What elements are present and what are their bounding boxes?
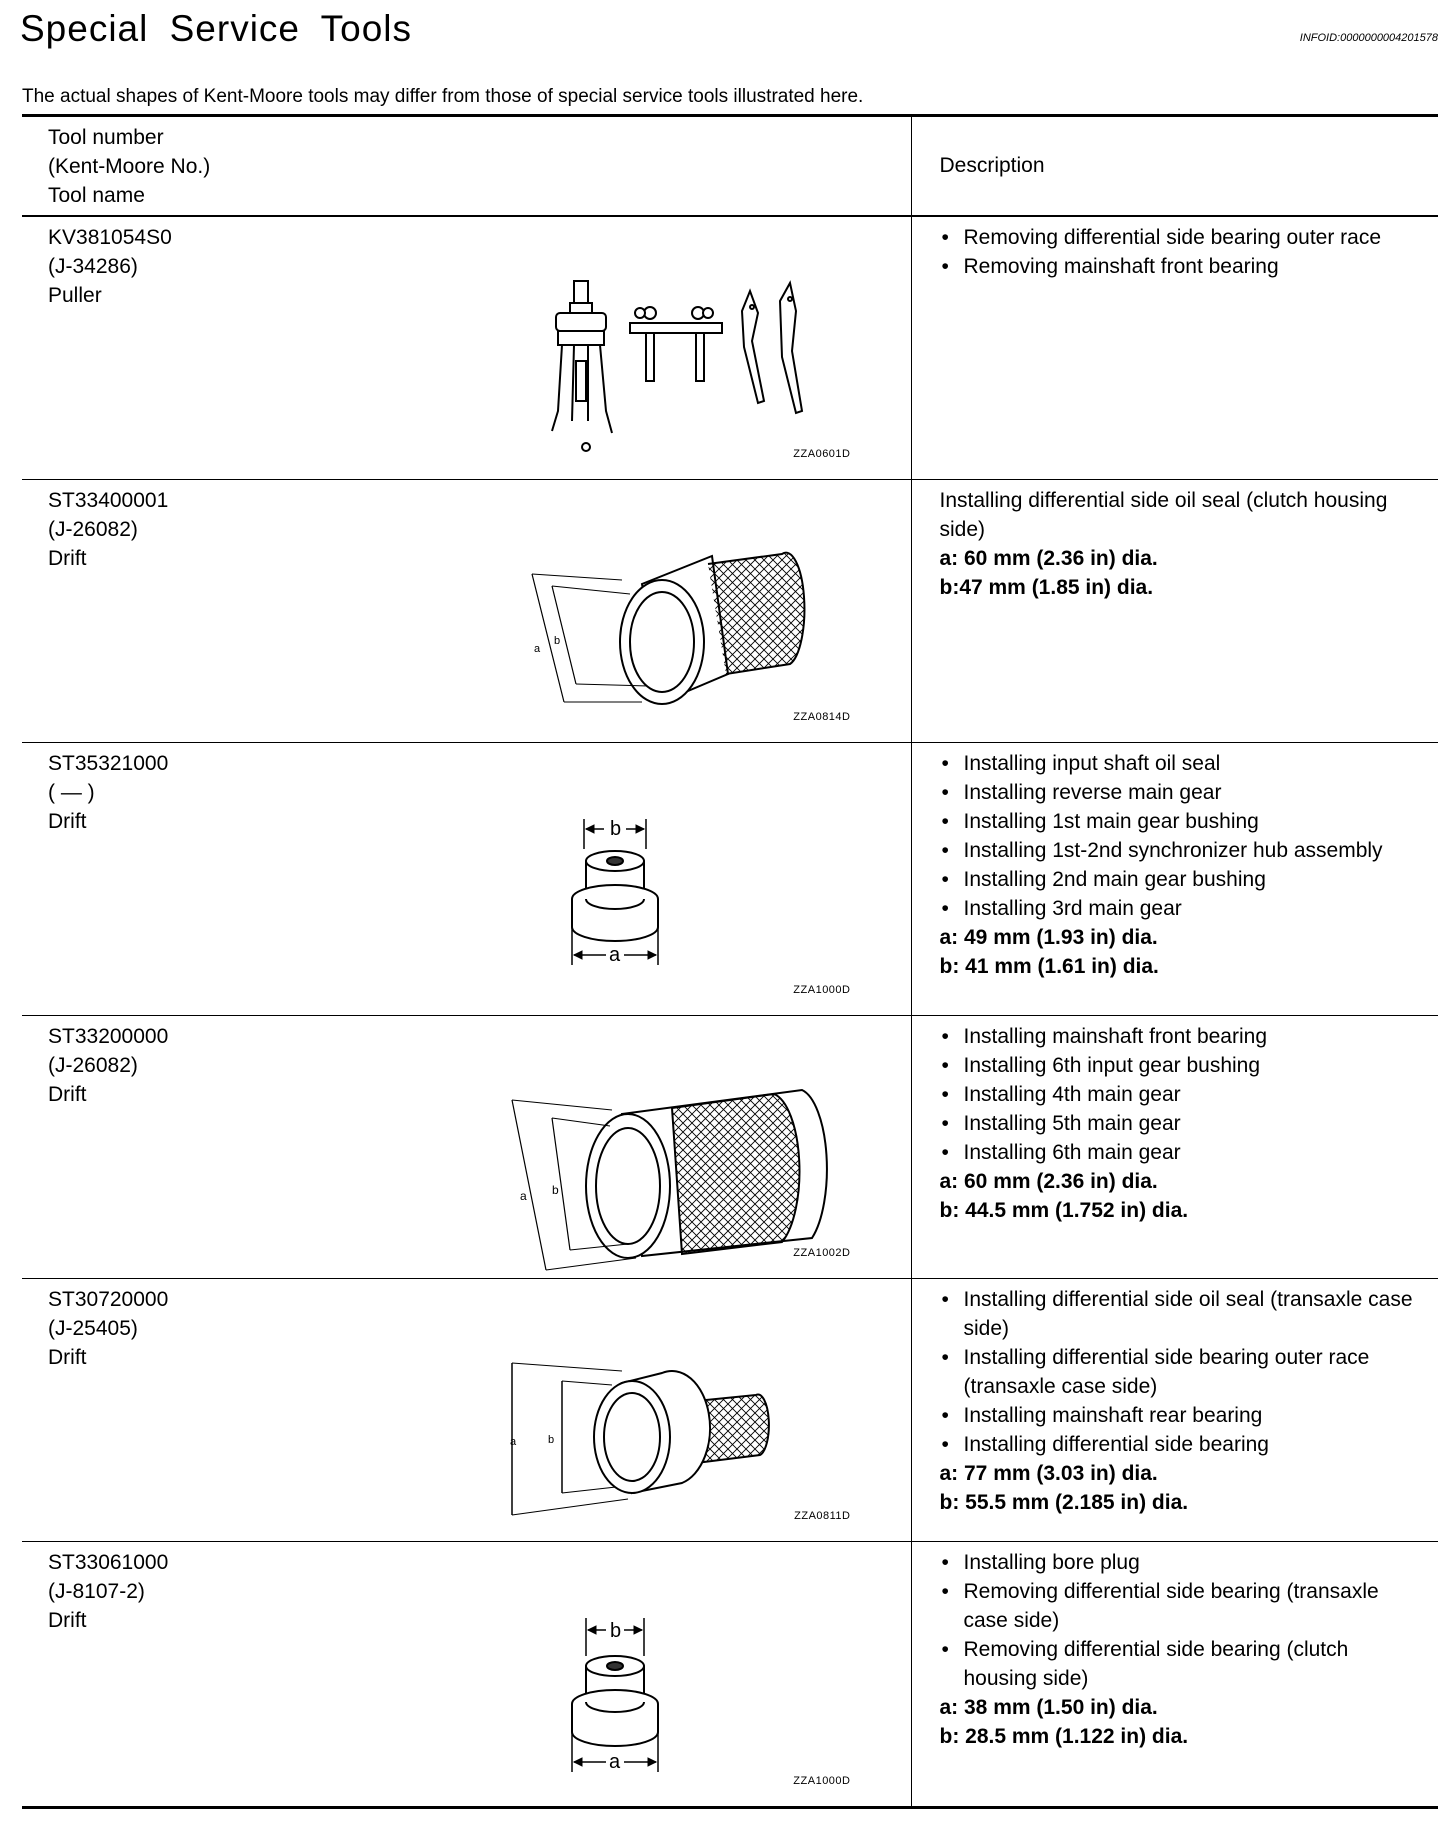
tool-cell — [22, 1016, 911, 1279]
page-title: Special Service Tools — [20, 8, 412, 49]
table-row — [22, 743, 1438, 1016]
header-description: Description — [939, 154, 1045, 177]
table-row — [22, 1016, 1438, 1279]
tool-cell — [22, 1279, 911, 1542]
description-item: • Installing differential side oil seal (transaxle case side) — [940, 1285, 1423, 1343]
description-item: • Removing mainshaft front bearing — [940, 252, 1423, 281]
table-row — [22, 480, 1438, 743]
tool-cell — [22, 1542, 911, 1808]
description-list — [940, 1285, 1423, 1459]
svg-text:b: b — [548, 1434, 555, 1446]
svg-text:b: b — [610, 818, 622, 840]
tool-name: Puller — [48, 284, 102, 307]
description-item: • Installing differential side bearing — [940, 1430, 1423, 1459]
tool-cell — [22, 743, 911, 1016]
dimension-a: a: 49 mm (1.93 in) dia. — [939, 926, 1158, 949]
table-row — [22, 216, 1438, 480]
description-list — [940, 1548, 1423, 1693]
kent-moore-number: ( — ) — [48, 781, 95, 804]
special-service-tools-table — [22, 114, 1438, 1809]
kent-moore-number: (J-25405) — [48, 1317, 138, 1340]
description-cell — [911, 1279, 1438, 1542]
description-item: • Installing mainshaft rear bearing — [940, 1401, 1423, 1430]
description-item: • Installing 6th input gear bushing — [940, 1051, 1423, 1080]
description-cell — [911, 743, 1438, 1016]
figure-code: ZZA0814D — [793, 711, 851, 723]
description-cell — [911, 1016, 1438, 1279]
tool-name: Drift — [48, 547, 87, 570]
tool-name: Drift — [48, 1346, 87, 1369]
header-tool-number: Tool number — [48, 126, 164, 149]
dimension-a: a: 38 mm (1.50 in) dia. — [939, 1696, 1158, 1719]
description-item: • Installing differential side bearing outer race (transaxle case side) — [940, 1343, 1423, 1401]
figure-code: ZZA1000D — [793, 1775, 851, 1787]
description-list — [940, 1022, 1423, 1167]
table-row — [22, 1542, 1438, 1808]
description-item: • Installing 1st main gear bushing — [940, 807, 1423, 836]
description-item: • Installing 6th main gear — [940, 1138, 1423, 1167]
shape-note: The actual shapes of Kent-Moore tools may differ from those of special service tools illustrated here. — [22, 86, 864, 107]
tool-name: Drift — [48, 810, 87, 833]
kent-moore-number: (J-26082) — [48, 1054, 138, 1077]
description-item: • Installing 1st-2nd synchronizer hub assembly — [940, 836, 1423, 865]
tool-header-cell — [22, 116, 911, 217]
description-item: • Installing input shaft oil seal — [940, 749, 1423, 778]
svg-text:a: a — [609, 1751, 621, 1773]
description-item: • Installing 2nd main gear bushing — [940, 865, 1423, 894]
header-kent-moore: (Kent-Moore No.) — [48, 155, 211, 178]
dimension-b: b: 28.5 mm (1.122 in) dia. — [939, 1725, 1189, 1748]
svg-text:a: a — [520, 1189, 527, 1203]
svg-text:b: b — [610, 1620, 622, 1642]
description-item: • Installing reverse main gear — [940, 778, 1423, 807]
description-item: • Removing differential side bearing (clutch housing side) — [940, 1635, 1423, 1693]
tool-name: Drift — [48, 1083, 87, 1106]
tool-name: Drift — [48, 1609, 87, 1632]
tool-number: ST33400001 — [48, 489, 169, 512]
dimension-b: b:47 mm (1.85 in) dia. — [939, 576, 1154, 599]
figure-code: ZZA1002D — [793, 1247, 851, 1259]
description-cell — [911, 216, 1438, 480]
dimension-a: a: 60 mm (2.36 in) dia. — [939, 1170, 1158, 1193]
description-item: • Installing bore plug — [940, 1548, 1423, 1577]
description-item: • Removing differential side bearing (transaxle case side) — [940, 1577, 1423, 1635]
description-cell — [911, 1542, 1438, 1808]
description-item: • Installing 3rd main gear — [940, 894, 1423, 923]
svg-text:a: a — [510, 1436, 517, 1448]
figure-code: ZZA1000D — [793, 984, 851, 996]
svg-text:b: b — [552, 1183, 559, 1197]
dimension-b: b: 44.5 mm (1.752 in) dia. — [939, 1199, 1189, 1222]
tool-number: KV381054S0 — [48, 226, 172, 249]
drift-stepped-icon — [512, 1586, 872, 1796]
svg-text:a: a — [609, 944, 621, 966]
dimension-b: b: 55.5 mm (2.185 in) dia. — [939, 1491, 1189, 1514]
dimension-a: a: 77 mm (3.03 in) dia. — [939, 1462, 1158, 1485]
dimension-b: b: 41 mm (1.61 in) dia. — [939, 955, 1159, 978]
info-id: INFOID:0000000004201578 — [1299, 32, 1438, 44]
kent-moore-number: (J-26082) — [48, 518, 138, 541]
figure-code: ZZA0601D — [793, 448, 851, 460]
description-cell — [911, 480, 1438, 743]
kent-moore-number: (J-34286) — [48, 255, 138, 278]
dimension-a: a: 60 mm (2.36 in) dia. — [939, 547, 1158, 570]
tool-number: ST33061000 — [48, 1551, 169, 1574]
description-item: • Installing 4th main gear — [940, 1080, 1423, 1109]
tool-cell — [22, 480, 911, 743]
description-item: • Installing mainshaft front bearing — [940, 1022, 1423, 1051]
table-row — [22, 1279, 1438, 1542]
description-list — [940, 223, 1423, 281]
svg-text:a: a — [534, 643, 541, 655]
tool-number: ST35321000 — [48, 752, 169, 775]
tool-number: ST30720000 — [48, 1288, 169, 1311]
table-header-row — [22, 116, 1438, 217]
tool-cell — [22, 216, 911, 480]
header-tool-name: Tool name — [48, 184, 145, 207]
description-item: • Installing 5th main gear — [940, 1109, 1423, 1138]
figure-code: ZZA0811D — [794, 1510, 851, 1522]
svg-text:b: b — [554, 635, 561, 647]
description-item: • Removing differential side bearing outer race — [940, 223, 1423, 252]
description-intro: Installing differential side oil seal (clutch housing side) — [939, 489, 1388, 541]
description-header-cell — [911, 116, 1438, 217]
description-list — [940, 749, 1423, 923]
tool-number: ST33200000 — [48, 1025, 169, 1048]
kent-moore-number: (J-8107-2) — [48, 1580, 145, 1603]
drift-stepped-icon — [512, 787, 872, 997]
